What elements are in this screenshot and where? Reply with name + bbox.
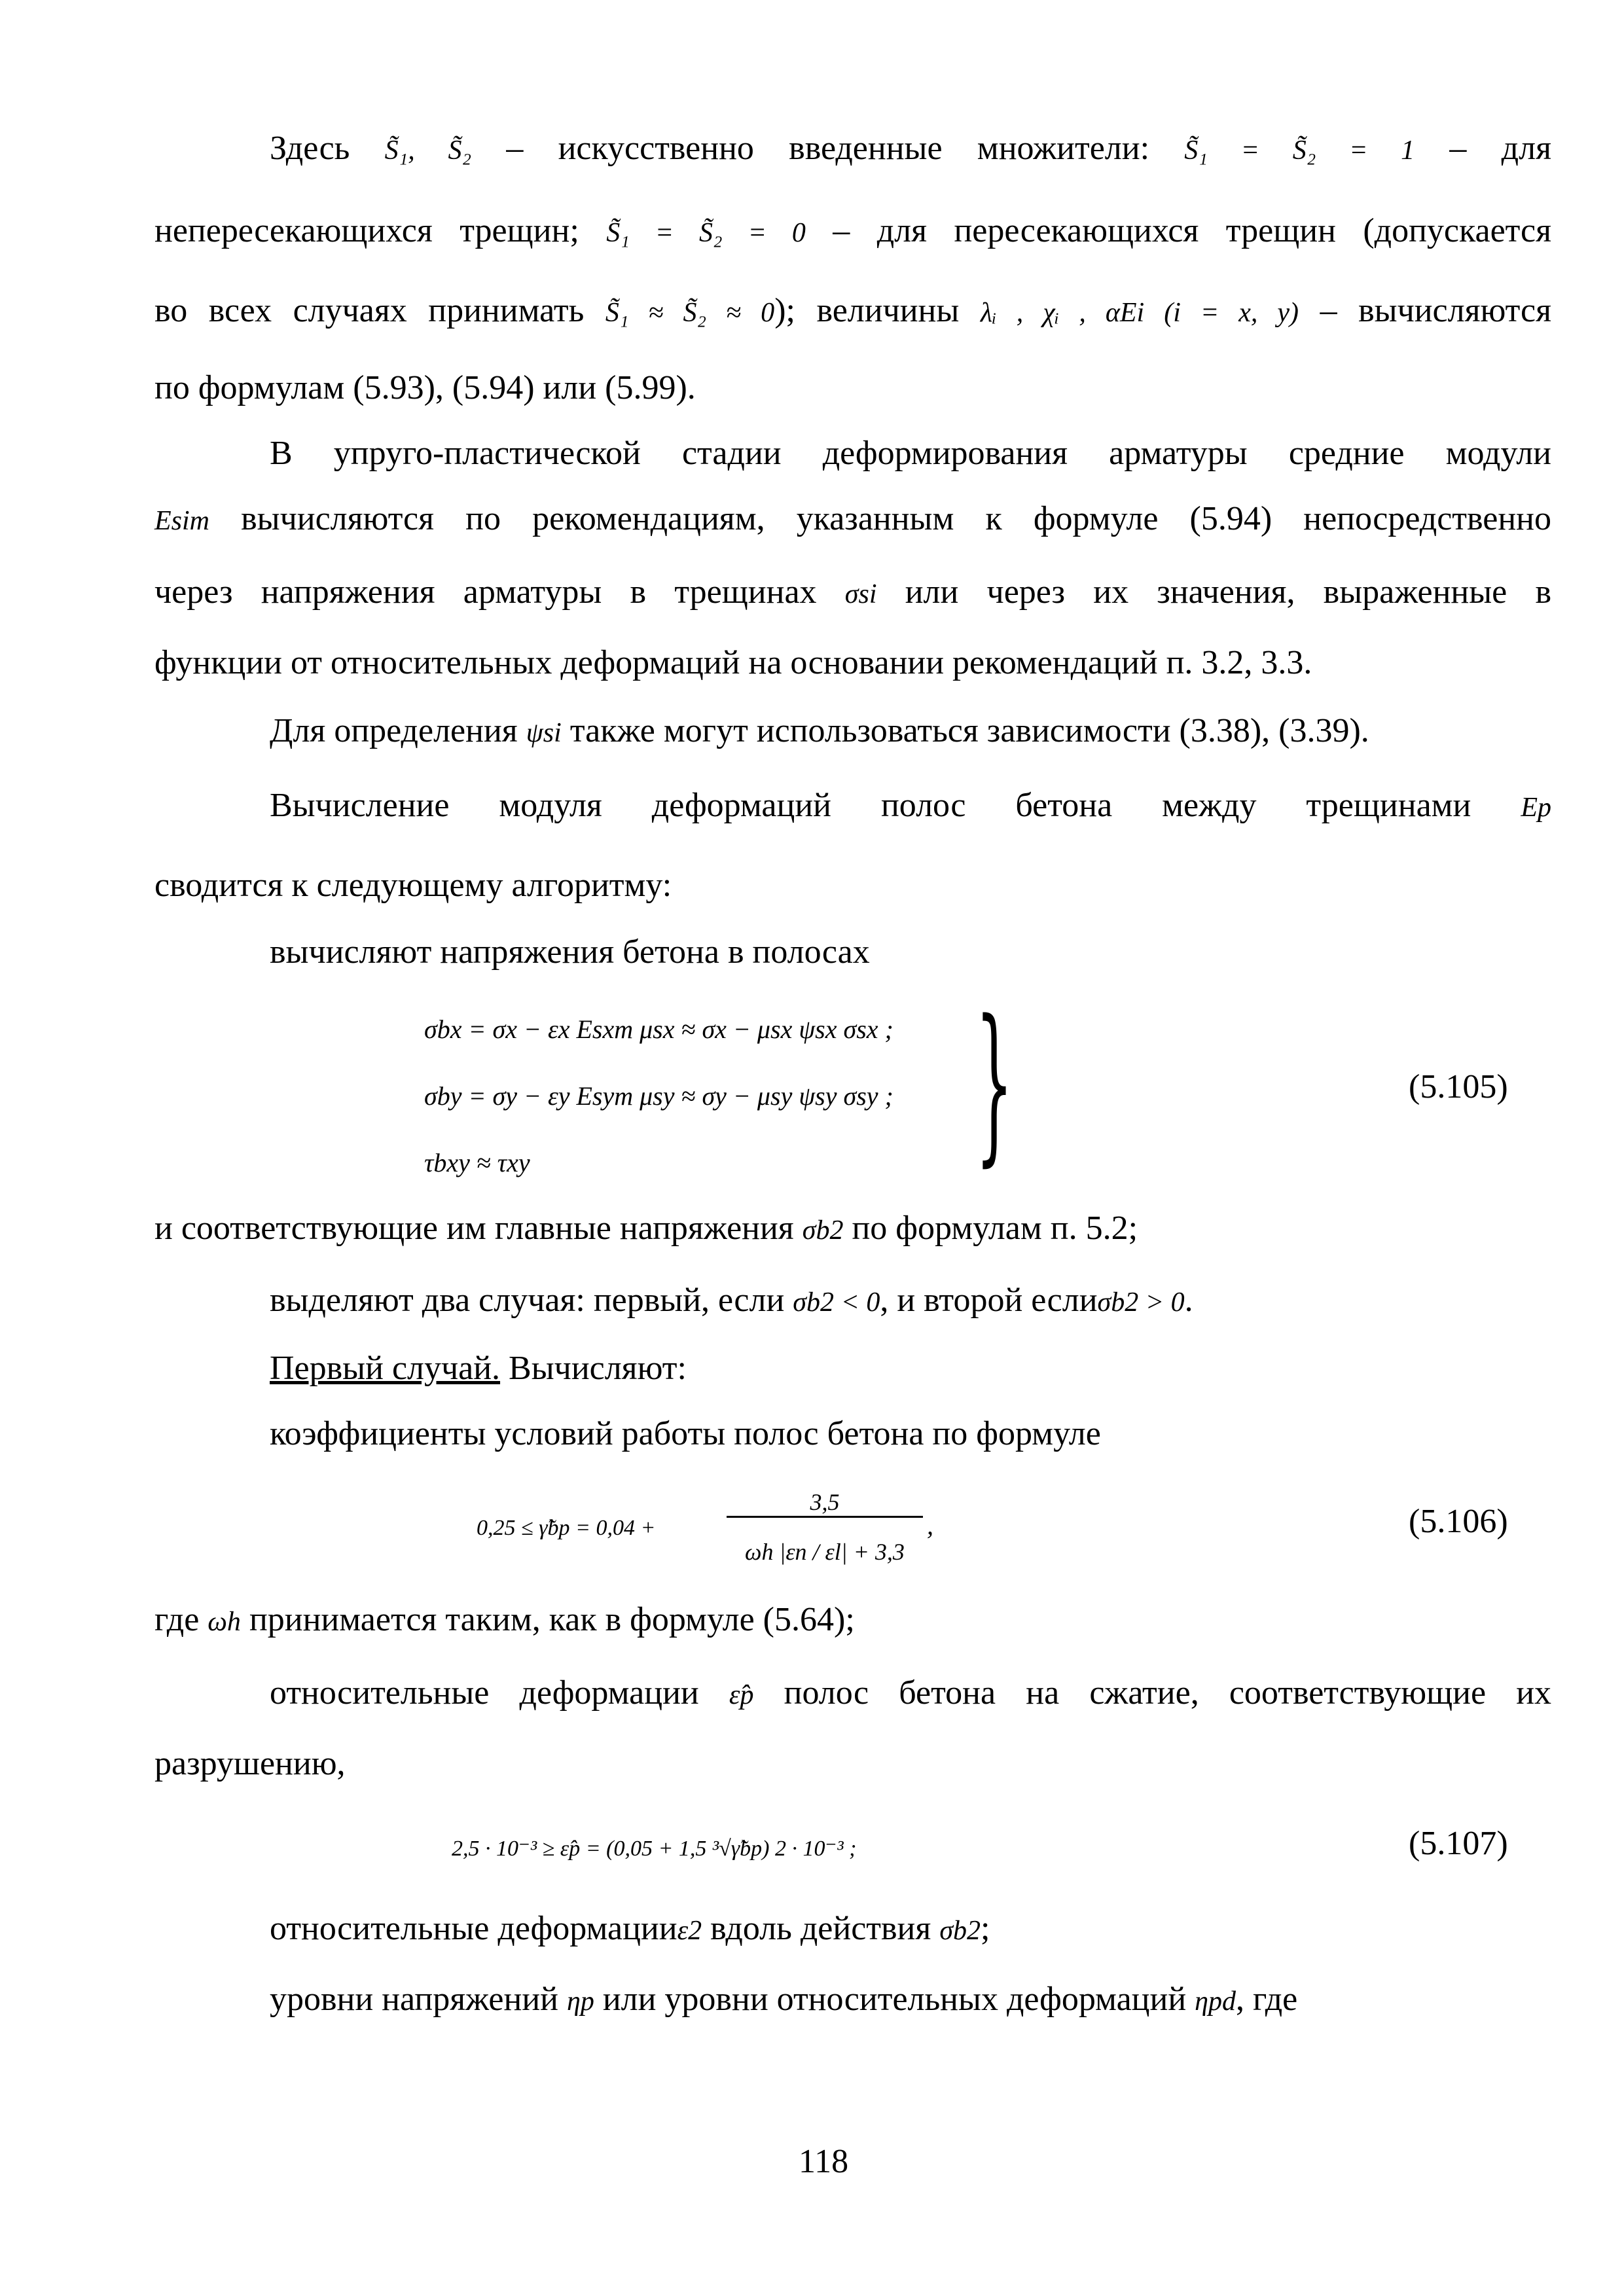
- text-line: по формулам (5.93), (5.94) или (5.99).: [154, 369, 696, 406]
- text: – вычисляются: [1320, 292, 1552, 329]
- right-brace: }: [975, 984, 1013, 1182]
- math-inline: Ep: [1521, 793, 1551, 823]
- text-line: [270, 1346, 687, 1391]
- equation-lhs: 0,25 ≤ γ̃bp = 0,04 +: [477, 1516, 656, 1540]
- math-inline: Esim: [154, 506, 209, 536]
- text: также могут использоваться зависимости (3.38), (3.39).: [569, 712, 1369, 749]
- text: ); величины: [774, 292, 960, 329]
- text-line: [154, 1670, 1551, 1718]
- text: относительные деформации: [270, 1910, 677, 1947]
- math-inline: σb2: [802, 1215, 844, 1246]
- text-line: [154, 431, 1551, 476]
- text: , где: [1235, 1981, 1298, 2018]
- math-inline: S̃₁ = S̃₂ = 1: [1184, 135, 1415, 166]
- math-inline: ωh: [208, 1607, 241, 1637]
- text-line: коэффициенты условий работы полос бетона по формуле: [270, 1415, 1101, 1452]
- math-inline: σb2 < 0: [793, 1287, 880, 1318]
- text: по формулам п. 5.2;: [852, 1210, 1138, 1247]
- math-inline: λᵢ , χᵢ , αEi (i = x, y): [980, 298, 1299, 328]
- math-inline: σb2 > 0: [1097, 1287, 1185, 1318]
- text-line: [270, 1977, 1297, 2024]
- math-inline: S̃₁ = S̃₂ = 0: [606, 218, 806, 248]
- text: во всех случаях принимать: [154, 292, 585, 329]
- section-heading: Первый случай.: [270, 1350, 501, 1387]
- math-inline: ηpd: [1195, 1986, 1236, 2017]
- text: ;: [981, 1910, 990, 1947]
- text: или через их значения, выраженные в: [905, 573, 1552, 611]
- math-inline: ε2: [677, 1916, 702, 1946]
- text: Вычисляют:: [500, 1350, 687, 1387]
- text: Для определения: [270, 712, 518, 749]
- text: Вычисление модуля деформаций полос бетона между трещинами: [270, 787, 1471, 824]
- fraction-numerator: 3,5: [810, 1489, 840, 1515]
- text: относительные деформации: [270, 1674, 699, 1712]
- text-line: [154, 496, 1551, 544]
- text-line: [154, 783, 1551, 831]
- text: непересекающихся трещин;: [154, 212, 579, 249]
- text-line: [270, 1906, 990, 1954]
- text-line: функции от относительных деформаций на основании рекомендаций п. 3.2, 3.3.: [154, 644, 1312, 681]
- math-inline: ηp: [566, 1986, 594, 2017]
- equation-line: σbx = σx − εx Esxm μsx ≈ σx − μsx ψsx σsx ;: [424, 1014, 893, 1044]
- math-inline: σsi: [844, 579, 877, 609]
- text: вдоль действия: [710, 1910, 931, 1947]
- equation-number: (5.105): [1409, 1068, 1508, 1105]
- text: В упруго-пластической стадии деформирования арматуры средние модули: [270, 435, 1551, 472]
- text: , и второй если: [880, 1282, 1098, 1319]
- text-line: [154, 569, 1551, 617]
- equation-line: τbxy ≈ τxy: [424, 1148, 530, 1177]
- equation-number: (5.106): [1409, 1503, 1508, 1540]
- text: .: [1184, 1282, 1193, 1319]
- text-line: разрушению,: [154, 1745, 346, 1782]
- text-line: вычисляют напряжения бетона в полосах: [270, 933, 870, 971]
- text: через напряжения арматуры в трещинах: [154, 573, 817, 611]
- math-inline: σb2: [939, 1916, 981, 1946]
- text: и соответствующие им главные напряжения: [154, 1210, 794, 1247]
- text: полос бетона на сжатие, соответствующие их: [784, 1674, 1552, 1712]
- equation-line: σby = σy − εy Esym μsy ≈ σy − μsy ψsy σsy ;: [424, 1081, 893, 1111]
- text: уровни напряжений: [270, 1981, 558, 2018]
- text-line: [154, 208, 1551, 256]
- text-line: [154, 1206, 1138, 1253]
- text-line: сводится к следующему алгоритму:: [154, 867, 672, 904]
- equation-punct: ,: [927, 1511, 933, 1540]
- text: где: [154, 1601, 200, 1638]
- math-inline: S̃₁ ≈ S̃₂ ≈ 0: [605, 298, 775, 328]
- text: – для: [1449, 130, 1551, 167]
- text-line: [154, 1597, 855, 1645]
- text: – искусственно введенные множители:: [506, 130, 1150, 167]
- equation-number: (5.107): [1409, 1825, 1508, 1862]
- fraction-denominator: ωh |εn / εl| + 3,3: [745, 1539, 905, 1565]
- text: Здесь: [270, 130, 350, 167]
- text-line: [270, 1278, 1193, 1325]
- equation-line: 2,5 · 10⁻³ ≥ ε̂p = (0,05 + 1,5 ³√γ̃bp) 2 · 10⁻³ ;: [452, 1837, 857, 1861]
- text: выделяют два случая: первый, если: [270, 1282, 785, 1319]
- text: принимается таким, как в формуле (5.64);: [249, 1601, 855, 1638]
- math-inline: ψsi: [526, 718, 562, 748]
- text-line: [154, 288, 1551, 336]
- math-inline: ε̂p: [729, 1680, 754, 1710]
- fraction-bar: [727, 1516, 923, 1518]
- text: или уровни относительных деформаций: [602, 1981, 1187, 2018]
- math-inline: S̃₁, S̃₂: [384, 135, 472, 166]
- text-line: [270, 708, 1369, 756]
- text: вычисляются по рекомендациям, указанным к формуле (5.94) непосредственно: [241, 500, 1551, 537]
- text-line: [154, 126, 1551, 173]
- text: – для пересекающихся трещин (допускается: [833, 212, 1552, 249]
- page-number: 118: [799, 2143, 849, 2180]
